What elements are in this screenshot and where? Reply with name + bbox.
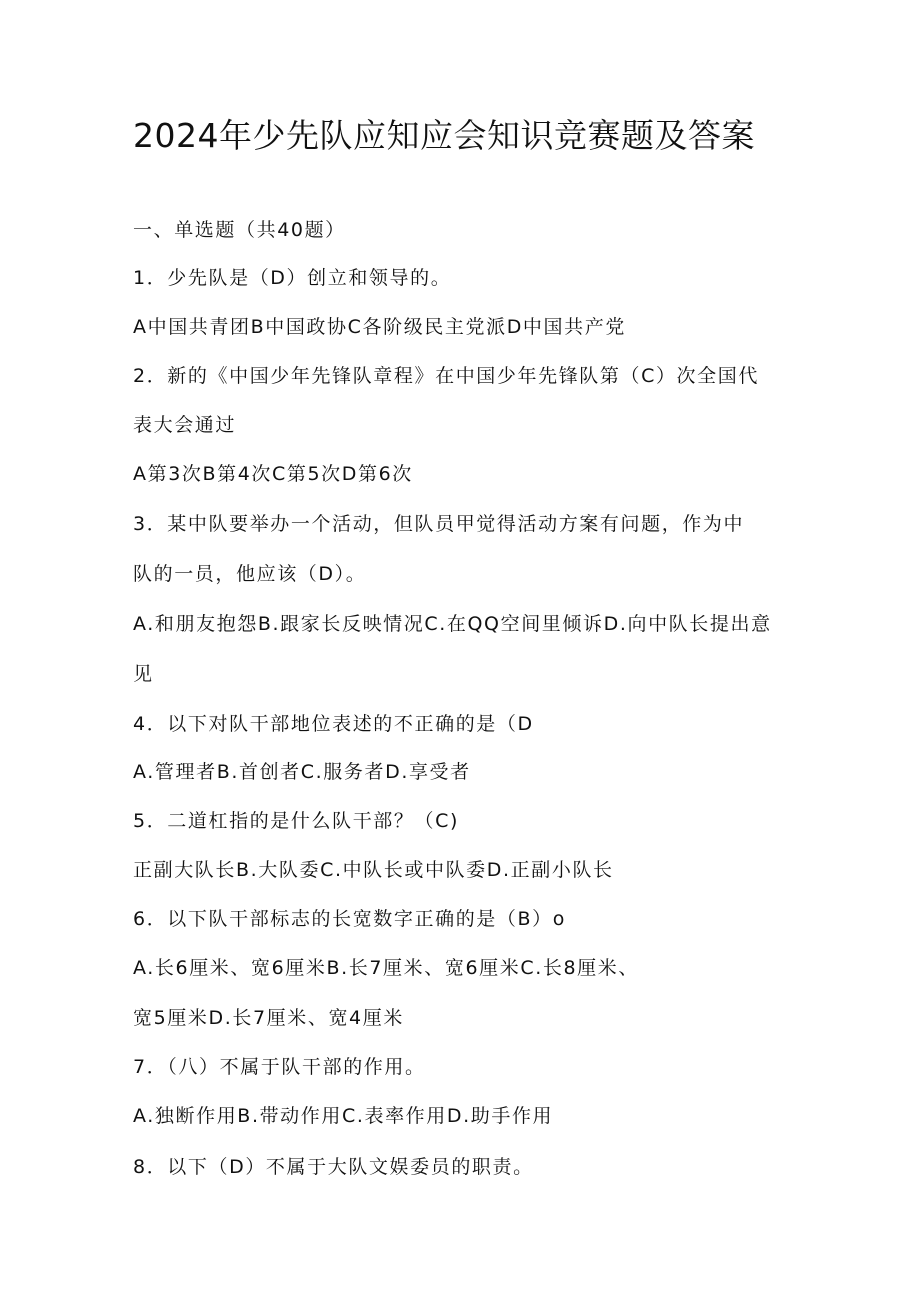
question-8-line-1: 8．以下（D）不属于大队文娱委员的职责。	[133, 1156, 534, 1178]
question-3-line-2: 队的一员，他应该（D）。	[133, 563, 367, 585]
question-5-options-line-1: 正副大队长B.大队委C.中队长或中队委D.正副小队长	[133, 859, 614, 881]
question-1-options-line-1: A中国共青团B中国政协C各阶级民主党派D中国共产党	[133, 316, 626, 338]
question-1-line-1: 1．少先队是（D）创立和领导的。	[133, 267, 452, 289]
question-3-options-line-2: 见	[133, 663, 154, 685]
question-2-line-1: 2．新的《中国少年先锋队章程》在中国少年先锋队第（C）次全国代	[133, 365, 759, 387]
section-heading: 一、单选题（共40题）	[133, 219, 346, 241]
question-2-options-line-1: A第3次B第4次C第5次D第6次	[133, 463, 413, 485]
question-6-options-line-2: 宽5厘米D.长7厘米、宽4厘米	[133, 1007, 404, 1029]
question-6-line-1: 6．以下队干部标志的长宽数字正确的是（B）o	[133, 908, 566, 930]
question-4-line-1: 4．以下对队干部地位表述的不正确的是（D	[133, 713, 534, 735]
question-2-line-2: 表大会通过	[133, 414, 237, 436]
question-7-line-1: 7．（八）不属于队干部的作用。	[133, 1056, 426, 1078]
question-7-options-line-1: A.独断作用B.带动作用C.表率作用D.助手作用	[133, 1105, 554, 1127]
question-3-options-line-1: A.和朋友抱怨B.跟家长反映情况C.在QQ空间里倾诉D.向中队长提出意	[133, 613, 772, 635]
document-title: 2024年少先队应知应会知识竞赛题及答案	[133, 116, 755, 155]
question-4-options-line-1: A.管理者B.首创者C.服务者D.享受者	[133, 761, 471, 783]
question-6-options-line-1: A.长6厘米、宽6厘米B.长7厘米、宽6厘米C.长8厘米、	[133, 957, 639, 979]
question-5-line-1: 5．二道杠指的是什么队干部？（C)	[133, 810, 459, 832]
question-3-line-1: 3．某中队要举办一个活动，但队员甲觉得活动方案有问题，作为中	[133, 513, 745, 535]
